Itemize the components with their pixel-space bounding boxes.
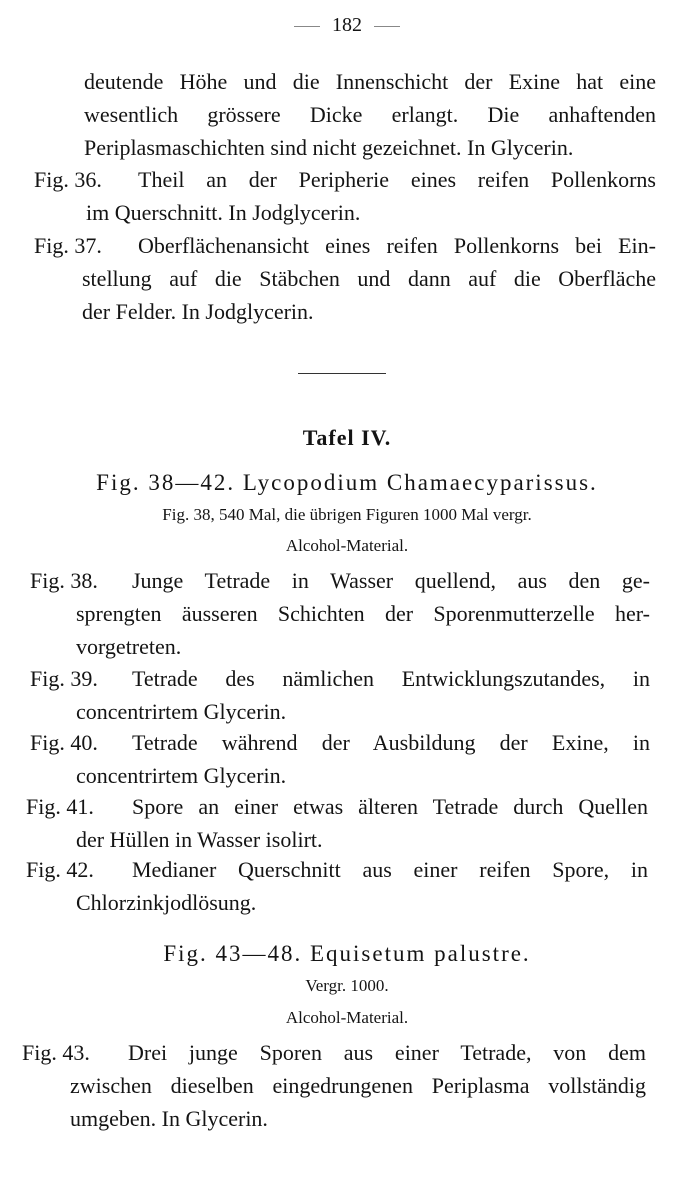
text-line: im Querschnitt. In Jodglycerin. [86, 200, 361, 225]
figure-number: Fig. 36. [34, 167, 102, 192]
text-line: concentrirtem Glycerin. [76, 699, 287, 724]
page-header [0, 14, 694, 37]
text-line: wesentlich grössere Dicke erlangt. Die anhaftenden [84, 102, 656, 127]
text-line: umgeben. In Glycerin. [70, 1106, 268, 1131]
figure-caption-text [82, 229, 656, 328]
section-note: Vergr. 1000. [305, 976, 389, 995]
section-title-lycopodium: Fig. 38—42. Lycopodium Chamaecyparissus. [96, 470, 598, 495]
carryover-paragraph [84, 65, 656, 164]
text-line: deutende Höhe und die Innenschicht der Exine hat eine [84, 69, 656, 94]
text-line: vorgetreten. [76, 634, 182, 659]
text-line: Periplasmaschichten sind nicht gezeichnet. In Glycerin. [84, 135, 574, 160]
text-line: zwischen dieselben eingedrungenen Periplasma vollständig [70, 1073, 646, 1098]
text-line: Chlorzinkjodlösung. [76, 890, 257, 915]
figure-number: Fig. 38. [30, 568, 98, 593]
figure-number: Fig. 37. [34, 233, 102, 258]
text-line: Medianer Querschnitt aus einer reifen Spore, in [132, 857, 648, 882]
section-material: Alcohol-Material. [285, 536, 409, 555]
text-line: Theil an der Peripherie eines reifen Pollenkorns [138, 167, 656, 192]
header-dash-right [374, 26, 400, 27]
figure-caption-text [70, 1036, 646, 1135]
text-line: Spore an einer etwas älteren Tetrade durch Quellen [132, 794, 648, 819]
page-number: 182 [332, 14, 362, 36]
text-line: der Felder. In Jodglycerin. [82, 299, 314, 324]
text-line: concentrirtem Glycerin. [76, 763, 287, 788]
figure-caption-text [76, 726, 650, 792]
text-line: der Hüllen in Wasser isolirt. [76, 827, 323, 852]
section-material: Alcohol-Material. [285, 1008, 409, 1027]
text-line: stellung auf die Stäbchen und dann auf die Oberfläche [82, 266, 656, 291]
text-line: Oberflächenansicht eines reifen Pollenkorns bei Ein- [138, 233, 656, 258]
text-line: Tetrade des nämlichen Entwicklungszutandes, in [132, 666, 650, 691]
figure-caption-text [76, 564, 650, 663]
figure-number: Fig. 39. [30, 666, 98, 691]
text-line: Drei junge Sporen aus einer Tetrade, von dem [128, 1040, 646, 1065]
figure-caption-text [76, 853, 648, 919]
section-title-equisetum: Fig. 43—48. Equisetum palustre. [163, 941, 531, 966]
figure-number: Fig. 42. [26, 857, 94, 882]
figure-caption-text [86, 163, 656, 229]
figure-caption-text [76, 790, 648, 856]
plate-title: Tafel IV. [302, 425, 392, 450]
figure-caption-text [76, 662, 650, 728]
section-divider [298, 373, 386, 374]
header-dash-left [294, 26, 320, 27]
section-note: Fig. 38, 540 Mal, die übrigen Figuren 1000 Mal vergr. [162, 505, 532, 524]
figure-number: Fig. 41. [26, 794, 94, 819]
figure-number: Fig. 43. [22, 1040, 90, 1065]
figure-number: Fig. 40. [30, 730, 98, 755]
text-line: sprengten äusseren Schichten der Sporenmutterzelle her- [76, 601, 650, 626]
text-line: Tetrade während der Ausbildung der Exine, in [132, 730, 650, 755]
text-line: Junge Tetrade in Wasser quellend, aus den ge- [132, 568, 650, 593]
